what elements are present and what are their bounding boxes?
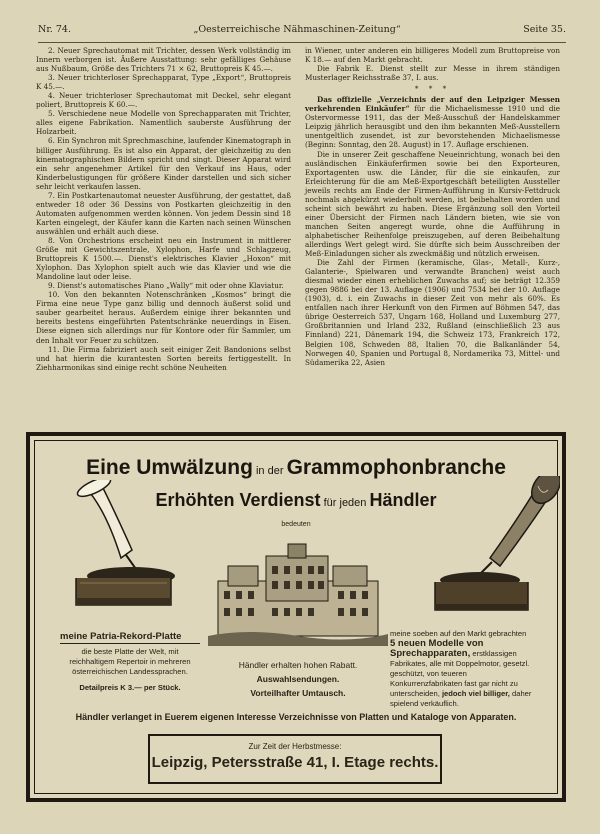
right-column xyxy=(305,46,560,367)
headline-part: Eine Umwälzung xyxy=(86,456,253,479)
paragraph: 8. Von Orchestrions erscheint neu ein Instrument in mittlerer Größe mit Gewichtszentrale, Xylophon, Harfe und Schlagzeug, Bruttopreis K 1500.—. Dienst's elektrisches Klavier „Hoxon“ mit Xylophon. Das Xylophon spielt auch wie das Klavier und wie die Mandoline laut oder leise. xyxy=(36,235,291,282)
headline-part: Händler xyxy=(369,490,437,510)
page-header xyxy=(38,24,566,43)
dealer-benefits xyxy=(208,658,388,700)
headline-part: Erhöhten Verdienst xyxy=(155,490,321,510)
paragraph: 10. Von den bekannten Notenschränken „Kosmos“ bringt die Firma eine neue Type ganz billig und dennoch äußerst solid und sauber gearbeitet heraus. Außerdem einige ihrer bekannten und bereits bestens eingeführten Patentschränke neuerdings in Eisen. Diese eignen sich allerdings nur für Kontore oder für Sammler, um den Inhalt vor Feuer zu schützen. xyxy=(36,290,291,345)
headline-part: für jeden xyxy=(320,497,370,509)
neue-text: erstklassigen Fabrikates, alle mit Doppelmotor, gesetzl. geschützt, von teueren Konkurrenzfabrikaten fast gar nicht zu unterscheiden, xyxy=(390,649,530,698)
page-number: Seite 35. xyxy=(523,24,566,35)
paragraph: 11. Die Firma fabriziert auch seit einiger Zeit Bandonions selbst und hat hierin die kurantesten Sorten bereits fertiggestellt. In Ziehharmonikas sind einige recht schöne Neuheiten xyxy=(36,344,291,372)
neue-bold: jedoch viel billiger, xyxy=(441,689,510,698)
benefit-umtausch: Vorteilhafter Umtausch. xyxy=(250,688,346,698)
paragraph: 7. Ein Postkartenautomat neuester Ausführung, der gestattet, daß entweder 18 oder 36 Dessins von Postkarten gleichzeitig in den Automaten aufgenommen werden können. Von jedem Dessin sind 18 Karten eingelegt, der Käufer kann die Karten nach seinen Wünschen auswählen und erhält auch diese. xyxy=(36,190,291,236)
patria-block xyxy=(60,632,200,693)
paragraph: in Wiener, unter anderen ein billigeres Modell zum Bruttopreise von K 18.— auf den Markt gebracht. xyxy=(305,46,560,65)
neue-title: 5 neuen Modelle von Sprechapparaten, xyxy=(390,638,484,659)
paragraph-rest: für die Michaelismesse 1910 und die Ostervormesse 1911, das der Meß-Ausschuß der Handelskammer Leipzig jährlich herausgibt und den ihm bekannten Meß-Ausstellern unentgeltlich zusendet, ist zur bevorstehenden Michaelismesse (Beginn: Sonntag, den 28. August) in 17. Auflage erschienen. xyxy=(305,104,561,150)
patria-description: die beste Platte der Welt, mit reichhaltigem Repertoir in mehreren österreichischen Landessprachen. xyxy=(69,647,191,676)
journal-title: „Oesterreichische Nähmaschinen-Zeitung“ xyxy=(193,24,401,35)
dealer-request-line: Händler verlanget in Euerem eigenen Interesse Verzeichnisse von Platten und Kataloge von Apparaten. xyxy=(75,712,517,722)
paragraph: 4. Neuer trichterloser Sprechautomat mit Deckel, sehr elegant poliert, Bruttopreis K 60.—. xyxy=(36,91,291,110)
neue-intro: meine soeben auf den Markt gebrachten xyxy=(390,629,527,638)
paragraph: 3. Neuer trichterloser Sprechapparat, Type „Export“, Bruttopreis K 45.—. xyxy=(36,73,291,92)
benefit-rabatt: Händler erhalten hohen Rabatt. xyxy=(238,660,358,670)
patria-price: Detailpreis K 3.— per Stück. xyxy=(79,683,181,692)
issue-number: Nr. 74. xyxy=(38,24,71,35)
paragraph xyxy=(305,95,560,149)
patria-title: meine Patria-Rekord-Platte xyxy=(60,632,200,644)
paragraph: Die Fabrik E. Dienst stellt zur Messe in ihrem ständigen Musterlager Reichsstraße 37, I. aus. xyxy=(305,64,560,83)
neue-description xyxy=(390,639,540,709)
bold-lead: Das offizielle „Verzeichnis der auf den Leipziger Messen verkehrenden Einkäufer“ xyxy=(305,95,560,114)
paragraph: Die Zahl der Firmen (keramische, Glas-, Metall-, Kurz-, Galanterie-, Spielwaren und verwandte Branchen) weist auch diesmal wieder einen erheblichen Zuwachs auf; sie beträgt 12.359 gegen 9886 bei der 13. Auflage (1906) und 7534 bei der 10. Auflage (1903), d. i. ein Zuwachs in dieser Zeit von mehr als 60%. Es entfallen nach ihrer Herkunft von den Firmen auf Böhmen 547, das übrige Oesterreich 537, Ungarn 168, Holland und Luxemburg 277, Großbritannien und Irland 232, Rußland (einschließlich 23 aus Finnland) 221, Dänemark 194, die Schweiz 173, Frankreich 172, Belgien 108, Schweden 88, Italien 70, die Balkanländer 54, Norwegen 40, Spanien und Portugal 8, Nordamerika 73, Mittel- und Südamerika 22, Asien xyxy=(305,258,560,367)
paragraph: 5. Verschiedene neue Modelle von Sprechapparaten mit Trichter, alles eigene Fabrikation. Namentlich sauberste Ausführung der Holzarbeit. xyxy=(36,109,291,137)
grammophon-advertisement xyxy=(26,432,566,802)
messe-address: Leipzig, Petersstraße 41, I. Etage rechts. xyxy=(151,754,439,771)
factory-illustration xyxy=(208,536,388,646)
gramophone-left-illustration xyxy=(46,480,186,620)
headline-part: in der xyxy=(252,465,287,477)
section-separator: * * * xyxy=(414,84,451,94)
messe-label: Zur Zeit der Herbstmesse: xyxy=(248,742,342,751)
neue-modelle-block xyxy=(390,629,540,709)
paragraph: 9. Dienst's automatisches Piano „Wally“ mit oder ohne Klaviatur. xyxy=(48,281,284,291)
benefit-auswahl: Auswahlsendungen. xyxy=(256,674,340,684)
paragraph: Die in unserer Zeit geschaffene Neueinrichtung, wonach bei den ausländischen Einkäuferfirmen sowie bei den Exporteuren, Exportagenten usw. die Länder, für die sie einkaufen, zur Erleichterung für die am Meß-Exportgeschäft beteiligten Aussteller jeweils rechts am Ende der Firmen-Aufführung in Kursiv-Fettdruck nochmals abgekürzt wiederholt werden, ist beibehalten worden und scheint sich bewährt zu haben. Diese Ergänzung soll den Vorteil einer Übersicht der Firmen nach Ländern bieten, wie sie von manchen Seiten angeregt wurde, ohne die Aufführung in alphabetischer Reihenfolge preiszugeben, auf deren Beibehaltung allerdings Wert gelegt wird. Sie dürfte sich beim Ausschreiben der Meß-Einladungen sicher als zweckmäßig und nützlich erweisen. xyxy=(305,149,560,259)
messe-address-box xyxy=(148,734,442,784)
neue-end: daher spielend verkäuflich. xyxy=(390,689,532,708)
left-column xyxy=(36,46,291,372)
paragraph: 2. Neuer Sprechautomat mit Trichter, dessen Werk vollständig im Innern verborgen ist. Äußere Ausstattung: sehr gefälliges Gehäuse aus Nußbaum, Größe des Trichters 71 × 62, Bruttopreis K 45.—. xyxy=(36,46,291,74)
headline-part: Grammophonbranche xyxy=(286,456,506,479)
gramophone-right-illustration xyxy=(420,476,560,626)
paragraph: 6. Ein Synchron mit Sprechmaschine, laufender Kinematograph in billiger Ausführung. Es ist also ein Apparat, der gleichzeitig zu den kinematographischen Bildern spricht und singt. Dieser Apparat wird ein sehr angenehmer Artikel für den Verkauf ins Haus, oder Kinderbelustigungen für größere Kinder darstellen und sich sicher sehr leicht verkaufen lassen. xyxy=(36,136,291,191)
bedeuten-label: bedeuten xyxy=(281,521,311,528)
